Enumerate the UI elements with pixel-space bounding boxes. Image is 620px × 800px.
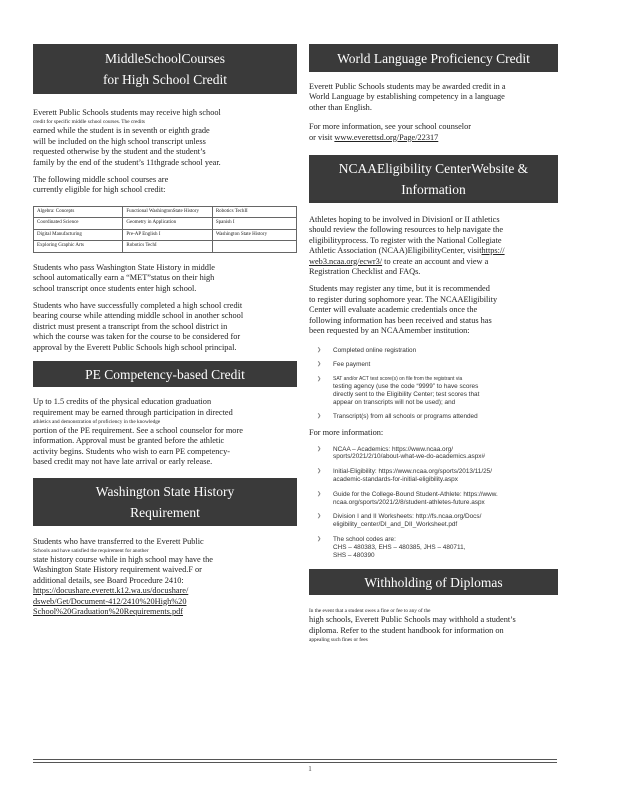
table-cell: Coordinated Science [34,218,123,230]
list-item-text: Initial-Eligibility: https://www.ncaa.org/sports/2013/11/25/ [333,468,493,476]
table-cell [212,241,296,253]
text-line: portion of the PE requirement. See a school counselor for more [33,425,243,435]
table-cell: Geometry in Application [123,218,212,230]
middle-school-paragraph-1 [33,108,297,168]
text-line: Students may register any time, but it is recommended [309,284,490,294]
table-cell: Robotics TechI [123,241,212,253]
ncaa-requirements-list [309,347,558,422]
text-line: district must present a transcript from the school district in [33,321,228,331]
bullet-marker: ❯ [317,413,322,420]
banner-title: World Language Proficiency Credit [337,51,530,66]
text-line: family by the end of the student’s 11thgrade school year. [33,157,221,167]
bullet-marker: ❯ [317,346,322,353]
list-item [309,491,558,507]
text-line [309,133,558,143]
middle-school-paragraph-3 [33,263,297,294]
list-item-text: Completed online registration [333,346,417,354]
board-procedure-link[interactable]: https://docushare.everett.k12.wa.us/docushare/ [33,586,189,596]
board-procedure-link[interactable]: dsweb/Get/Document-412/2410%20High%20 [33,596,187,606]
text-line [309,246,558,256]
list-item-text: ncaa.org/sports/2021/2/8/student-athletes-future.aspx [333,498,485,506]
text-line-small: Schools and have satisfied the requirement for another [33,547,149,554]
text-line: approval by the Everett Public Schools high school principal. [33,342,237,352]
list-item-text: eligibility_center/DI_and_DII_Worksheet.pdf [333,521,458,529]
bullet-marker: ❯ [317,376,322,383]
table-row [34,218,297,230]
world-language-link[interactable]: www.everettsd.org/Page/22317 [334,132,439,142]
text-line: bearing course while attending middle school in another school [33,311,244,321]
text-line-small: In the event that a student owes a fine or fee to any of the [309,608,431,615]
right-column [309,44,558,644]
text-line: The following middle school courses are [33,175,169,185]
left-column [33,44,297,617]
page-number: 1 [308,765,312,773]
text-line-small: appealing such fines or fees [309,637,368,644]
text-line: will be included on the high school transcript unless [33,136,206,146]
text-line: additional details, see Board Procedure 2410: [33,575,184,585]
bullet-marker: ❯ [317,513,322,520]
ncaa-more-info-label: For more information: [309,428,384,438]
text-line: Everett Public Schools students may be awarded credit in a [309,82,506,91]
bullet-marker: ❯ [317,445,322,452]
list-item-text: Fee payment [333,361,371,369]
list-item-text: sports/2021/2/10/about-what-we-do-academics.aspx# [333,453,486,461]
banner-title: PE Competency-based Credit [85,367,245,383]
table-cell: Algebra: Concepts [34,206,123,218]
banner-title-line2: for High School Credit [102,72,228,87]
text-line: Registration Checklist and FAQs. [309,267,421,277]
bullet-marker: ❯ [317,361,322,368]
text-line: information. Approval must be granted before the athletic [33,436,225,446]
ncaa-paragraph-1 [309,215,558,277]
text-line: been requested by an NCAAmember institution: [309,326,470,336]
text-line: requested otherwise by the student and the student’s [33,147,206,157]
list-item-text: appear on transcripts will not be used); and [333,398,456,406]
text-line: high schools, Everett Public Schools may withhold a student’s [309,615,516,625]
table-cell: Washington State History [212,229,296,241]
text-line: should review the following resources to help navigate the [309,225,504,235]
list-item-text: Transcript(s) from all schools or programs attended [333,413,478,421]
table-row [34,229,297,241]
text-line: which the course was taken for the course to be considered for [33,332,241,342]
ncaa-register-link[interactable]: https:// [481,246,505,256]
text-fragment: Athletic Association (NCAA)EligibilityCenter, visit [309,246,482,256]
text-line: other than English. [309,102,372,112]
list-item [309,376,558,406]
text-line: World Language by establishing competency in a language [309,92,505,102]
bullet-marker: ❯ [317,536,322,543]
text-line [309,257,558,267]
text-line: state history course while in high school may have the [33,554,213,564]
list-item-text: NCAA – Academics: https://www.ncaa.org/ [333,445,454,453]
list-item [309,413,558,421]
table-cell: Robotics TechII [212,206,296,218]
middle-school-courses-banner [33,44,297,94]
text-line: Everett Public Schools students may receive high school [33,108,221,117]
list-item-text: Division I and II Worksheets: http://fs.ncaa.org/Docs/ [333,513,482,521]
list-item-text: CHS – 480383, EHS – 480385, JHS – 480711, [333,543,466,551]
table-cell: Exploring Graphic Arts [34,241,123,253]
text-line: school transcript once students enter high school. [33,283,197,293]
table-cell: Digital Manufacturing [34,229,123,241]
banner-title-line2: Requirement [130,504,200,520]
bullet-marker: ❯ [317,490,322,497]
list-item-text-small: SAT and/or ACT test score(s) on file from the registrant via [333,376,463,383]
text-line: Athletes hoping to be involved in DivisionI or II athletics [309,215,500,225]
table-cell: Spanish I [212,218,296,230]
text-line: requirement may be earned through participation in directed [33,407,233,417]
list-item-text: SHS – 480390 [333,551,375,559]
world-language-banner [309,44,558,72]
list-item [309,347,558,355]
text-line: based credit may not have late arrival or early release. [33,457,213,467]
footer-rule [33,762,557,763]
pe-paragraph [33,397,297,467]
text-line: following information has been received and status has [309,315,492,325]
list-item-text: academic-standards-for-initial-eligibility.aspx [333,476,458,484]
table-row [34,241,297,253]
text-line: currently eligible for high school credit: [33,185,166,195]
board-procedure-link[interactable]: School%20Graduation%20Requirements.pdf [33,606,184,616]
middle-school-paragraph-2 [33,175,297,196]
world-language-paragraph-2 [309,122,558,143]
banner-title-line2: Information [401,182,466,198]
footer-rule [33,759,557,760]
world-language-paragraph-1 [309,82,558,113]
banner-title-line1: Washington State History [95,483,235,499]
ncaa-resources-list [309,446,558,560]
text-fragment: to create an account and view a [382,256,489,266]
washington-history-paragraph [33,537,297,618]
withholding-paragraph [309,607,558,644]
table-cell: Pre-AP English I [123,229,212,241]
text-line: Up to 1.5 credits of the physical education graduation [33,397,212,407]
table-row [34,206,297,218]
text-line: Washington State History requirement waived.F or [33,565,202,575]
list-item-text: testing agency (use the code “9999” to have scores [333,383,479,391]
text-line: Students who pass Washington State History in middle [33,262,215,272]
banner-title-line1: MiddleSchoolCourses [105,51,225,66]
text-line-small: athletics and demonstration of proficiency in the knowledge [33,418,161,425]
ncaa-register-link[interactable]: web3.ncaa.org/ecwr3/ [309,256,383,266]
bullet-marker: ❯ [317,468,322,475]
list-item [309,468,558,484]
table-cell: Functional WashingtonState History [123,206,212,218]
middle-school-paragraph-4 [33,301,297,353]
list-item [309,536,558,559]
list-item-text: Guide for the College-Bound Student-Athlete: https://www. [333,490,498,498]
text-line: diploma. Refer to the student handbook for information on [309,625,504,635]
text-line: school automatically earn a “MET”status on their high [33,273,215,283]
list-item [309,446,558,462]
list-item-text: The school codes are: [333,536,396,544]
text-line-small: credit for specific middle school courses. The credits [33,119,145,126]
text-line: Center will evaluate academic credentials once the [309,305,478,315]
text-line: For more information, see your school counselor [309,122,471,132]
text-line: Students who have successfully completed a high school credit [33,301,243,311]
ncaa-paragraph-2 [309,284,558,336]
list-item [309,361,558,369]
list-item-text: directly sent to the Eligibility Center; test scores that [333,390,480,398]
banner-title-line1: NCAAEligibility CenterWebsite & [338,161,529,177]
text-line: earned while the student is in seventh or eighth grade [33,126,210,136]
withholding-diplomas-banner [309,569,558,595]
washington-history-banner [33,478,297,526]
text-line: activity begins. Students who wish to earn PE competency- [33,446,231,456]
text-line: Students who have transferred to the Everett Public [33,536,204,546]
text-line: eligibilityprocess. To register with the National Collegiate [309,235,502,245]
eligible-courses-table [33,206,297,253]
pe-competency-banner [33,361,297,387]
ncaa-banner [309,155,558,203]
list-item [309,513,558,529]
text-line: to register during sophomore year. The NCAAEligibility [309,294,498,304]
banner-title: Withholding of Diplomas [364,575,503,591]
text-prefix: or visit [309,132,335,142]
